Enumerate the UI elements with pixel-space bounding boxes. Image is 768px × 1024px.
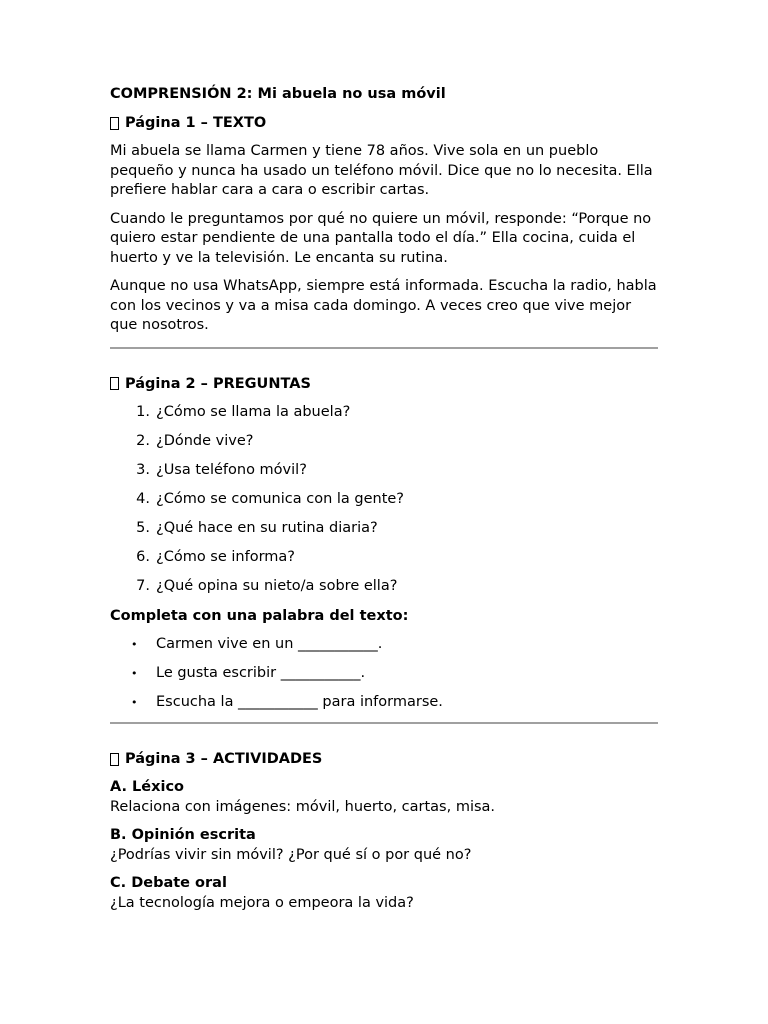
activity-label: A. Léxico [110, 779, 185, 796]
section-heading-preguntas [110, 374, 658, 394]
question-number: 6. [136, 548, 150, 565]
section-heading-label: Página 2 – PREGUNTAS [125, 375, 311, 392]
box-icon [110, 117, 119, 130]
question-number: 5. [136, 519, 150, 536]
fill-in-list [110, 635, 658, 713]
section-heading-label: Página 3 – ACTIVIDADES [125, 751, 323, 768]
section-heading-label: Página 1 – TEXTO [125, 115, 267, 131]
box-icon [110, 377, 119, 390]
fill-in-item [110, 635, 658, 655]
bullet-icon: • [131, 638, 138, 652]
fill-in-text: Escucha la ___________ para informarse. [156, 694, 443, 711]
section-divider [110, 347, 658, 349]
paragraph: Aunque no usa WhatsApp, siempre está informada. Escucha la radio, habla con los vecinos y va a misa cada domingo. A veces creo que vive mejor que nosotros. [110, 278, 657, 333]
bullet-icon: • [131, 696, 138, 710]
question-number: 4. [136, 490, 150, 507]
activity-text: Relaciona con imágenes: móvil, huerto, cartas, misa. [110, 798, 496, 815]
question-text: ¿Cómo se comunica con la gente? [156, 490, 405, 507]
activity-block [110, 874, 658, 913]
question-number: 7. [136, 578, 150, 595]
fill-in-text: Le gusta escribir ___________. [156, 665, 366, 682]
fill-in-item [110, 693, 658, 713]
question-text: ¿Cómo se llama la abuela? [156, 403, 351, 420]
paragraph: Mi abuela se llama Carmen y tiene 78 años. Vive sola en un pueblo pequeño y nunca ha usado un teléfono móvil. Dice que no lo necesita. Ella prefiere hablar cara a cara o escribir cartas. [110, 143, 653, 198]
activity-text: ¿Podrías vivir sin móvil? ¿Por qué sí o por qué no? [110, 846, 472, 863]
section-divider [110, 722, 658, 724]
section-heading-actividades [110, 749, 658, 769]
activity-label: C. Debate oral [110, 875, 227, 892]
question-item [110, 519, 658, 539]
question-item [110, 461, 658, 481]
question-item [110, 432, 658, 452]
question-number: 2. [136, 432, 150, 449]
question-text: ¿Dónde vive? [156, 432, 254, 449]
activity-block [110, 778, 658, 817]
question-text: ¿Qué hace en su rutina diaria? [156, 519, 378, 536]
question-number: 3. [136, 461, 150, 478]
activity-text: ¿La tecnología mejora o empeora la vida? [110, 894, 414, 911]
question-item [110, 403, 658, 423]
fill-in-heading: Completa con una palabra del texto: [110, 608, 409, 625]
activity-block [110, 826, 658, 865]
activity-label: B. Opinión escrita [110, 827, 256, 844]
box-icon [110, 753, 119, 766]
question-item [110, 577, 658, 597]
document-content [110, 84, 658, 922]
question-text: ¿Cómo se informa? [156, 548, 295, 565]
question-text: ¿Usa teléfono móvil? [156, 461, 307, 478]
question-item [110, 490, 658, 510]
question-item [110, 548, 658, 568]
question-text: ¿Qué opina su nieto/a sobre ella? [156, 578, 398, 595]
questions-list [110, 403, 658, 597]
bullet-icon: • [131, 667, 138, 681]
document-title: COMPRENSIÓN 2: Mi abuela no usa móvil [110, 86, 446, 102]
fill-in-text: Carmen vive en un ___________. [156, 636, 383, 653]
fill-in-item [110, 664, 658, 684]
paragraph: Cuando le preguntamos por qué no quiere un móvil, responde: “Porque no quiero estar pendiente de una pantalla todo el día.” Ella cocina, cuida el huerto y ve la televisión. Le encanta su rutina. [110, 210, 652, 266]
section-heading-texto [110, 113, 658, 133]
question-number: 1. [136, 403, 150, 420]
